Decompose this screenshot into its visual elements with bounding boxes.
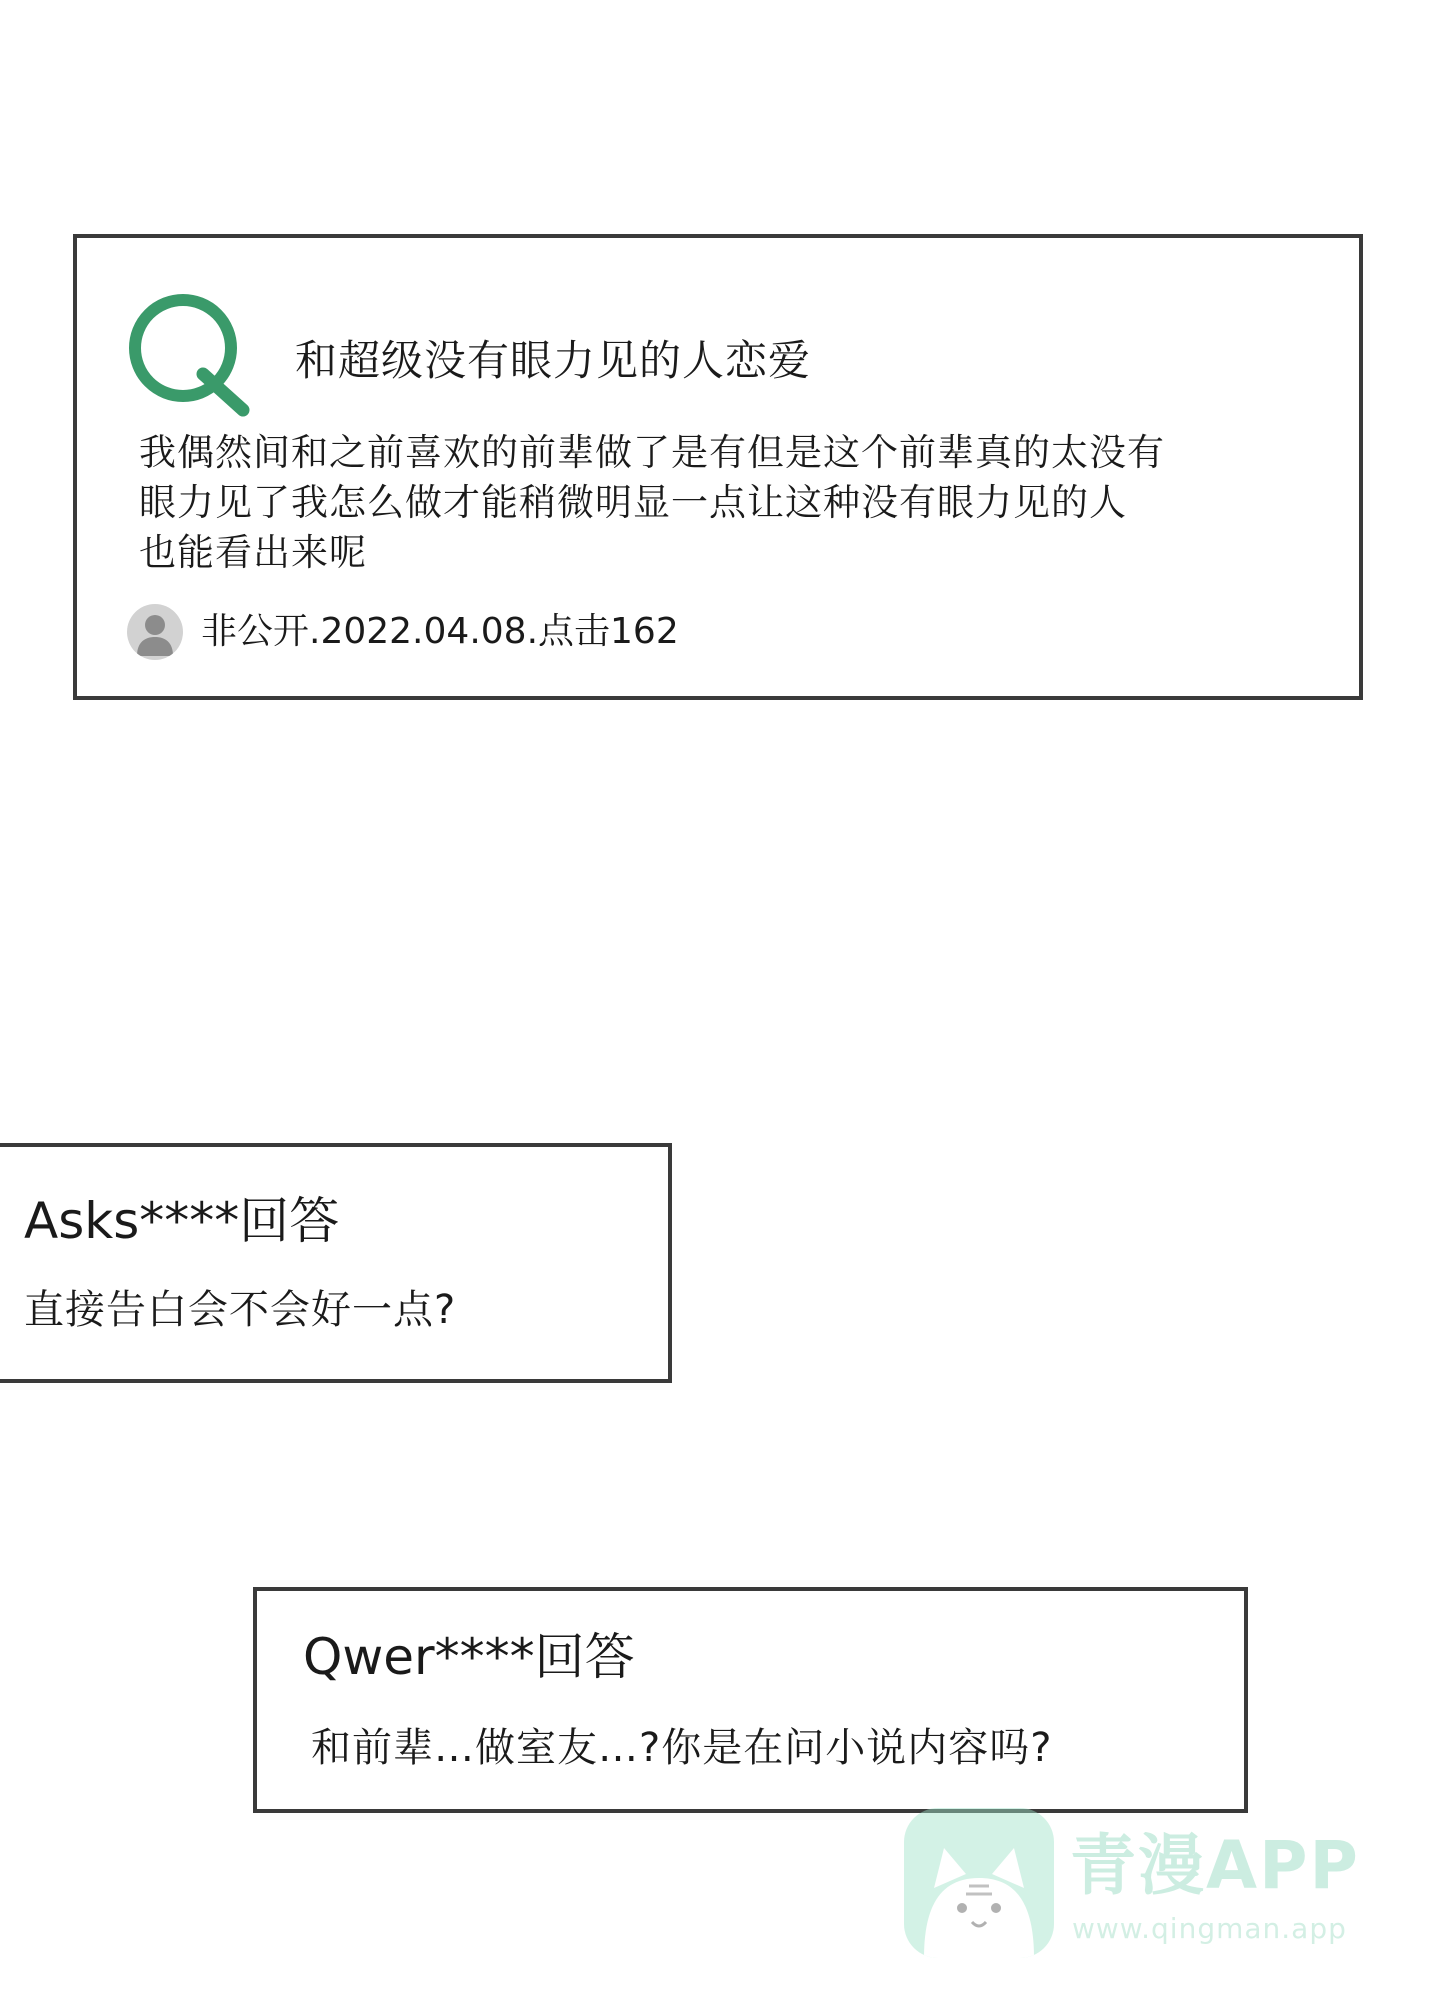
watermark bbox=[904, 1808, 1404, 1968]
answer-text: 和前辈…做室友…?你是在问小说内容吗? bbox=[311, 1725, 1053, 1771]
answer-user: Asks****回答 bbox=[24, 1192, 340, 1250]
watermark-url: www.qingman.app bbox=[1072, 1912, 1347, 1945]
question-card bbox=[73, 234, 1363, 700]
cat-logo-icon bbox=[904, 1808, 1054, 1958]
watermark-name: 青漫APP bbox=[1070, 1827, 1360, 1904]
question-body-line: 也能看出来呢 bbox=[139, 531, 367, 574]
question-body-line: 眼力见了我怎么做才能稍微明显一点让这种没有眼力见的人 bbox=[139, 481, 1127, 524]
user-avatar-icon bbox=[127, 604, 183, 660]
answer-user: Qwer****回答 bbox=[303, 1628, 635, 1686]
question-title: 和超级没有眼力见的人恋爱 bbox=[295, 336, 812, 385]
answer-card bbox=[0, 1143, 672, 1383]
question-meta bbox=[127, 602, 679, 662]
answer-card bbox=[253, 1587, 1248, 1813]
answer-text: 直接告白会不会好一点? bbox=[24, 1287, 457, 1333]
question-body bbox=[139, 428, 1299, 578]
q-logo-icon bbox=[121, 288, 259, 418]
question-meta-text: 非公开.2022.04.08.点击162 bbox=[201, 611, 679, 652]
question-body-line: 我偶然间和之前喜欢的前辈做了是有但是这个前辈真的太没有 bbox=[139, 431, 1165, 474]
